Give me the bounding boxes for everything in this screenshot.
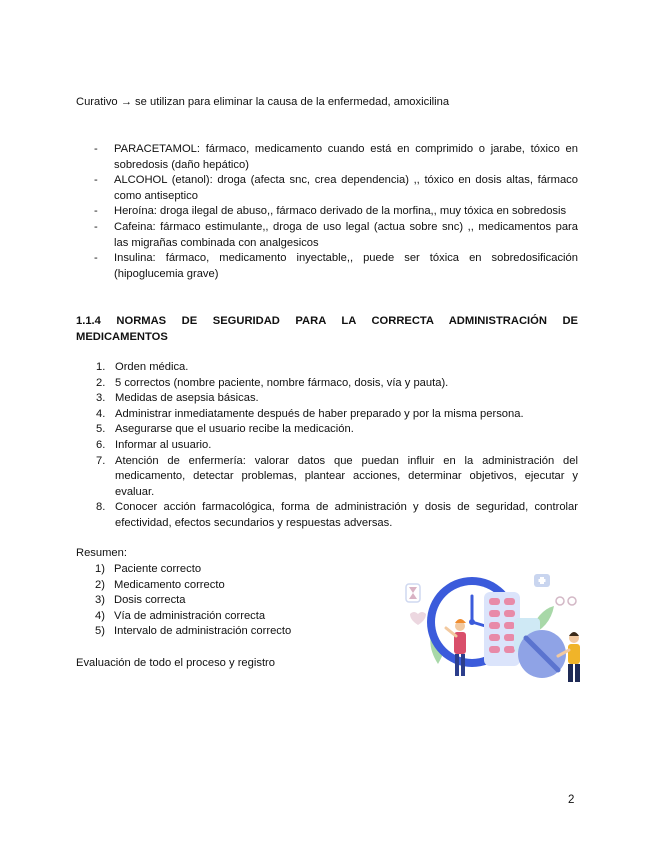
- list-item: 7. Atención de enfermería: valorar datos que puedan influir en la administración del medicamento, detectar problemas, plantear acciones, determinar objetivos, ejecutar y evaluar.: [96, 454, 578, 498]
- heart-shield-icon: [410, 612, 426, 625]
- list-item: - Cafeina: fármaco estimulante,, droga de uso legal (actua sobre snc) ,, medicamentos para las migrañas combinada con analgesicos: [94, 220, 578, 249]
- list-item: 2. 5 correctos (nombre paciente, nombre fármaco, dosis, vía y pauta).: [96, 376, 449, 389]
- section-heading: 1.1.4 NORMAS DE SEGURIDAD PARA LA CORRECTA ADMINISTRACIÓN DE MEDICAMENTOS: [76, 315, 578, 343]
- medical-bag-icon: [534, 574, 550, 587]
- list-item: - Insulina: fármaco, medicamento inyectable,, puede ser tóxica en sobredosificación (hipoglucemia grave): [94, 252, 578, 280]
- list-item: 5) Intervalo de administración correcto: [95, 625, 292, 638]
- list-item: 3) Dosis correcta: [95, 594, 186, 607]
- evaluation-line: Evaluación de todo el proceso y registro: [76, 657, 276, 669]
- list-item: - PARACETAMOL: fármaco, medicamento cuando está en comprimido o jarabe, tóxico en sobredosis (daño hepático): [94, 143, 578, 171]
- list-item: 2) Medicamento correcto: [95, 578, 225, 591]
- list-item: 8. Conocer acción farmacológica, forma de administración y dosis de seguridad, controlar efectividad, efectos secundarios y respuestas adversas.: [96, 501, 578, 529]
- list-item: 4. Administrar inmediatamente después de haber preparado y por la misma persona.: [96, 407, 524, 420]
- medication-schedule-illustration: [380, 566, 592, 686]
- drug-list: [76, 142, 578, 282]
- list-item: 6. Informar al usuario.: [96, 438, 212, 451]
- list-item: 1. Orden médica.: [96, 361, 189, 373]
- curativo-line: Curativo → se utilizan para eliminar la causa de la enfermedad, amoxicilina: [76, 96, 450, 108]
- list-item: - ALCOHOL (etanol): droga (afecta snc, crea dependencia) ,, tóxico en dosis altas, fármaco como antiseptico: [94, 174, 578, 202]
- resumen-list: [76, 562, 376, 640]
- safety-norms-list: [76, 360, 578, 532]
- list-item: 3. Medidas de asepsia básicas.: [96, 392, 259, 405]
- list-item: - Heroína: droga ilegal de abuso,, fármaco derivado de la morfina,, muy tóxica en sobredosis: [94, 205, 567, 218]
- list-item: 5. Asegurarse que el usuario recibe la medicación.: [96, 423, 354, 436]
- list-item: 4) Vía de administración correcta: [95, 609, 266, 622]
- page-number: 2: [568, 794, 575, 806]
- stethoscope-icon: [556, 597, 576, 605]
- hourglass-icon: [406, 584, 420, 602]
- resumen-title: Resumen:: [76, 547, 127, 559]
- list-item: 1) Paciente correcto: [95, 563, 202, 575]
